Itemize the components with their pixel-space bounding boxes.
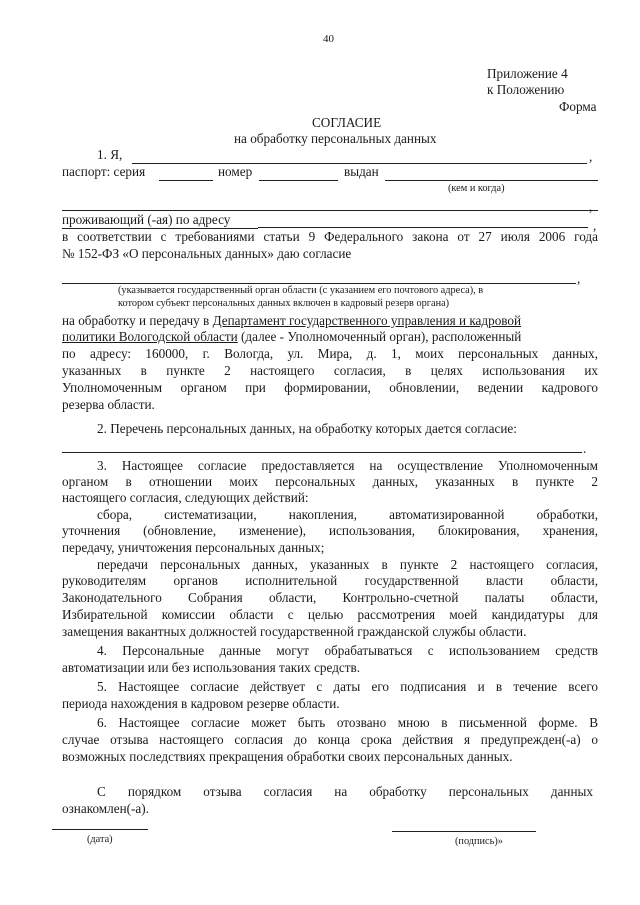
date-label: (дата)	[87, 834, 113, 845]
transfer-line-1: передачи персональных данных, указанных в пункте 2 настоящего согласия,	[97, 557, 598, 572]
item3-line-3: настоящего согласия, следующих действий:	[62, 490, 309, 505]
item1-label: 1. Я,	[97, 147, 123, 162]
process-line-1: на обработку и передачу в Департамент государственного управления и кадровой	[62, 313, 522, 328]
address-line	[258, 227, 588, 228]
organ-hint-2: котором субъект персональных данных включен в кадровый резерв органа)	[118, 298, 450, 309]
transfer-line-5: замещения вакантных должностей государственной гражданской службы области.	[62, 624, 527, 639]
passport-number-line	[259, 180, 338, 181]
law-line-1: в соответствии с требованиями статьи 9 Федерального закона от 27 июля 2006 года	[62, 229, 598, 244]
transfer-line-3: Законодательного Собрания области, Контрольно-счетной палаты области,	[62, 590, 598, 605]
item5-line-2: периода нахождения в кадровом резерве области.	[62, 696, 340, 711]
process-line-4: указанных в пункте 2 настоящего согласия, в целях использования их	[62, 363, 598, 378]
transfer-line-4: Избирательной комиссии области с целью рассмотрения моей кандидатуры для	[62, 607, 598, 622]
issued-line	[385, 180, 598, 181]
regulation-label: к Положению	[487, 82, 565, 97]
item4-line-1: 4. Персональные данные могут обрабатываться с использованием средств	[97, 643, 598, 658]
comma: ,	[577, 271, 581, 286]
process-line-5: Уполномоченным органом при формировании, обновлении, ведении кадрового	[62, 380, 598, 395]
item4-line-2: автоматизации или без использования таких средств.	[62, 660, 361, 675]
acquaint-line-2: ознакомлен(-а).	[62, 801, 149, 816]
appendix-label: Приложение 4	[487, 66, 568, 81]
law-line-2: № 152-ФЗ «О персональных данных» даю согласие	[62, 246, 352, 261]
item2-line	[62, 452, 582, 453]
actions-line-1: сбора, систематизации, накопления, автоматизированной обработки,	[97, 507, 598, 522]
form-label: Форма	[559, 99, 597, 114]
process-line-6: резерва области.	[62, 397, 155, 412]
process-line-3: по адресу: 160000, г. Вологда, ул. Мира, д. 1, моих персональных данных,	[62, 346, 598, 361]
document-subtitle: на обработку персональных данных	[234, 131, 437, 146]
item5-line-1: 5. Настоящее согласие действует с даты его подписания и в течение всего	[97, 679, 598, 694]
document-title: СОГЛАСИЕ	[312, 115, 382, 130]
address-label: проживающий (-ая) по адресу	[62, 212, 231, 227]
item3-line-2: органом в отношении моих персональных данных, указанных в пункте 2	[62, 474, 598, 489]
date-line	[52, 829, 148, 830]
item6-line-2: случае отзыва настоящего согласия до конца срока действия я предупрежден(-а) о	[62, 732, 598, 747]
comma: ,	[589, 199, 593, 214]
item3-line-1: 3. Настоящее согласие предоставляется на осуществление Уполномоченным	[97, 458, 598, 473]
blank-line	[62, 210, 598, 211]
organ-hint-1: (указывается государственный орган области (с указанием его почтового адреса), в	[118, 285, 484, 296]
signature-line	[392, 831, 536, 832]
passport-number-label: номер	[218, 164, 253, 179]
organ-line	[62, 283, 576, 284]
actions-line-2: уточнения (обновление, изменение), использования, блокирования, хранения,	[62, 523, 598, 538]
passport-series-label: паспорт: серия	[62, 164, 146, 179]
signature-label: (подпись)»	[455, 836, 503, 847]
page-number: 40	[323, 33, 334, 45]
period: .	[583, 441, 587, 456]
acquaint-line-1: С порядком отзыва согласия на обработку персональных данных	[97, 784, 593, 799]
item6-line-3: возможных последствиях прекращения обработки своих персональных данных.	[62, 749, 513, 764]
item2-text: 2. Перечень персональных данных, на обработку которых дается согласие:	[97, 421, 517, 436]
issued-hint: (кем и когда)	[448, 183, 505, 194]
process-line-2: политики Вологодской области (далее - Уполномоченный орган), расположенный	[62, 329, 522, 344]
item6-line-1: 6. Настоящее согласие может быть отозвано мною в письменной форме. В	[97, 715, 598, 730]
passport-series-line	[159, 180, 213, 181]
comma: ,	[593, 218, 597, 233]
transfer-line-2: руководителям органов исполнительной государственной власти области,	[62, 573, 598, 588]
comma: ,	[589, 149, 593, 164]
issued-label: выдан	[344, 164, 379, 179]
actions-line-3: передачу, уничтожения персональных данных;	[62, 540, 325, 555]
